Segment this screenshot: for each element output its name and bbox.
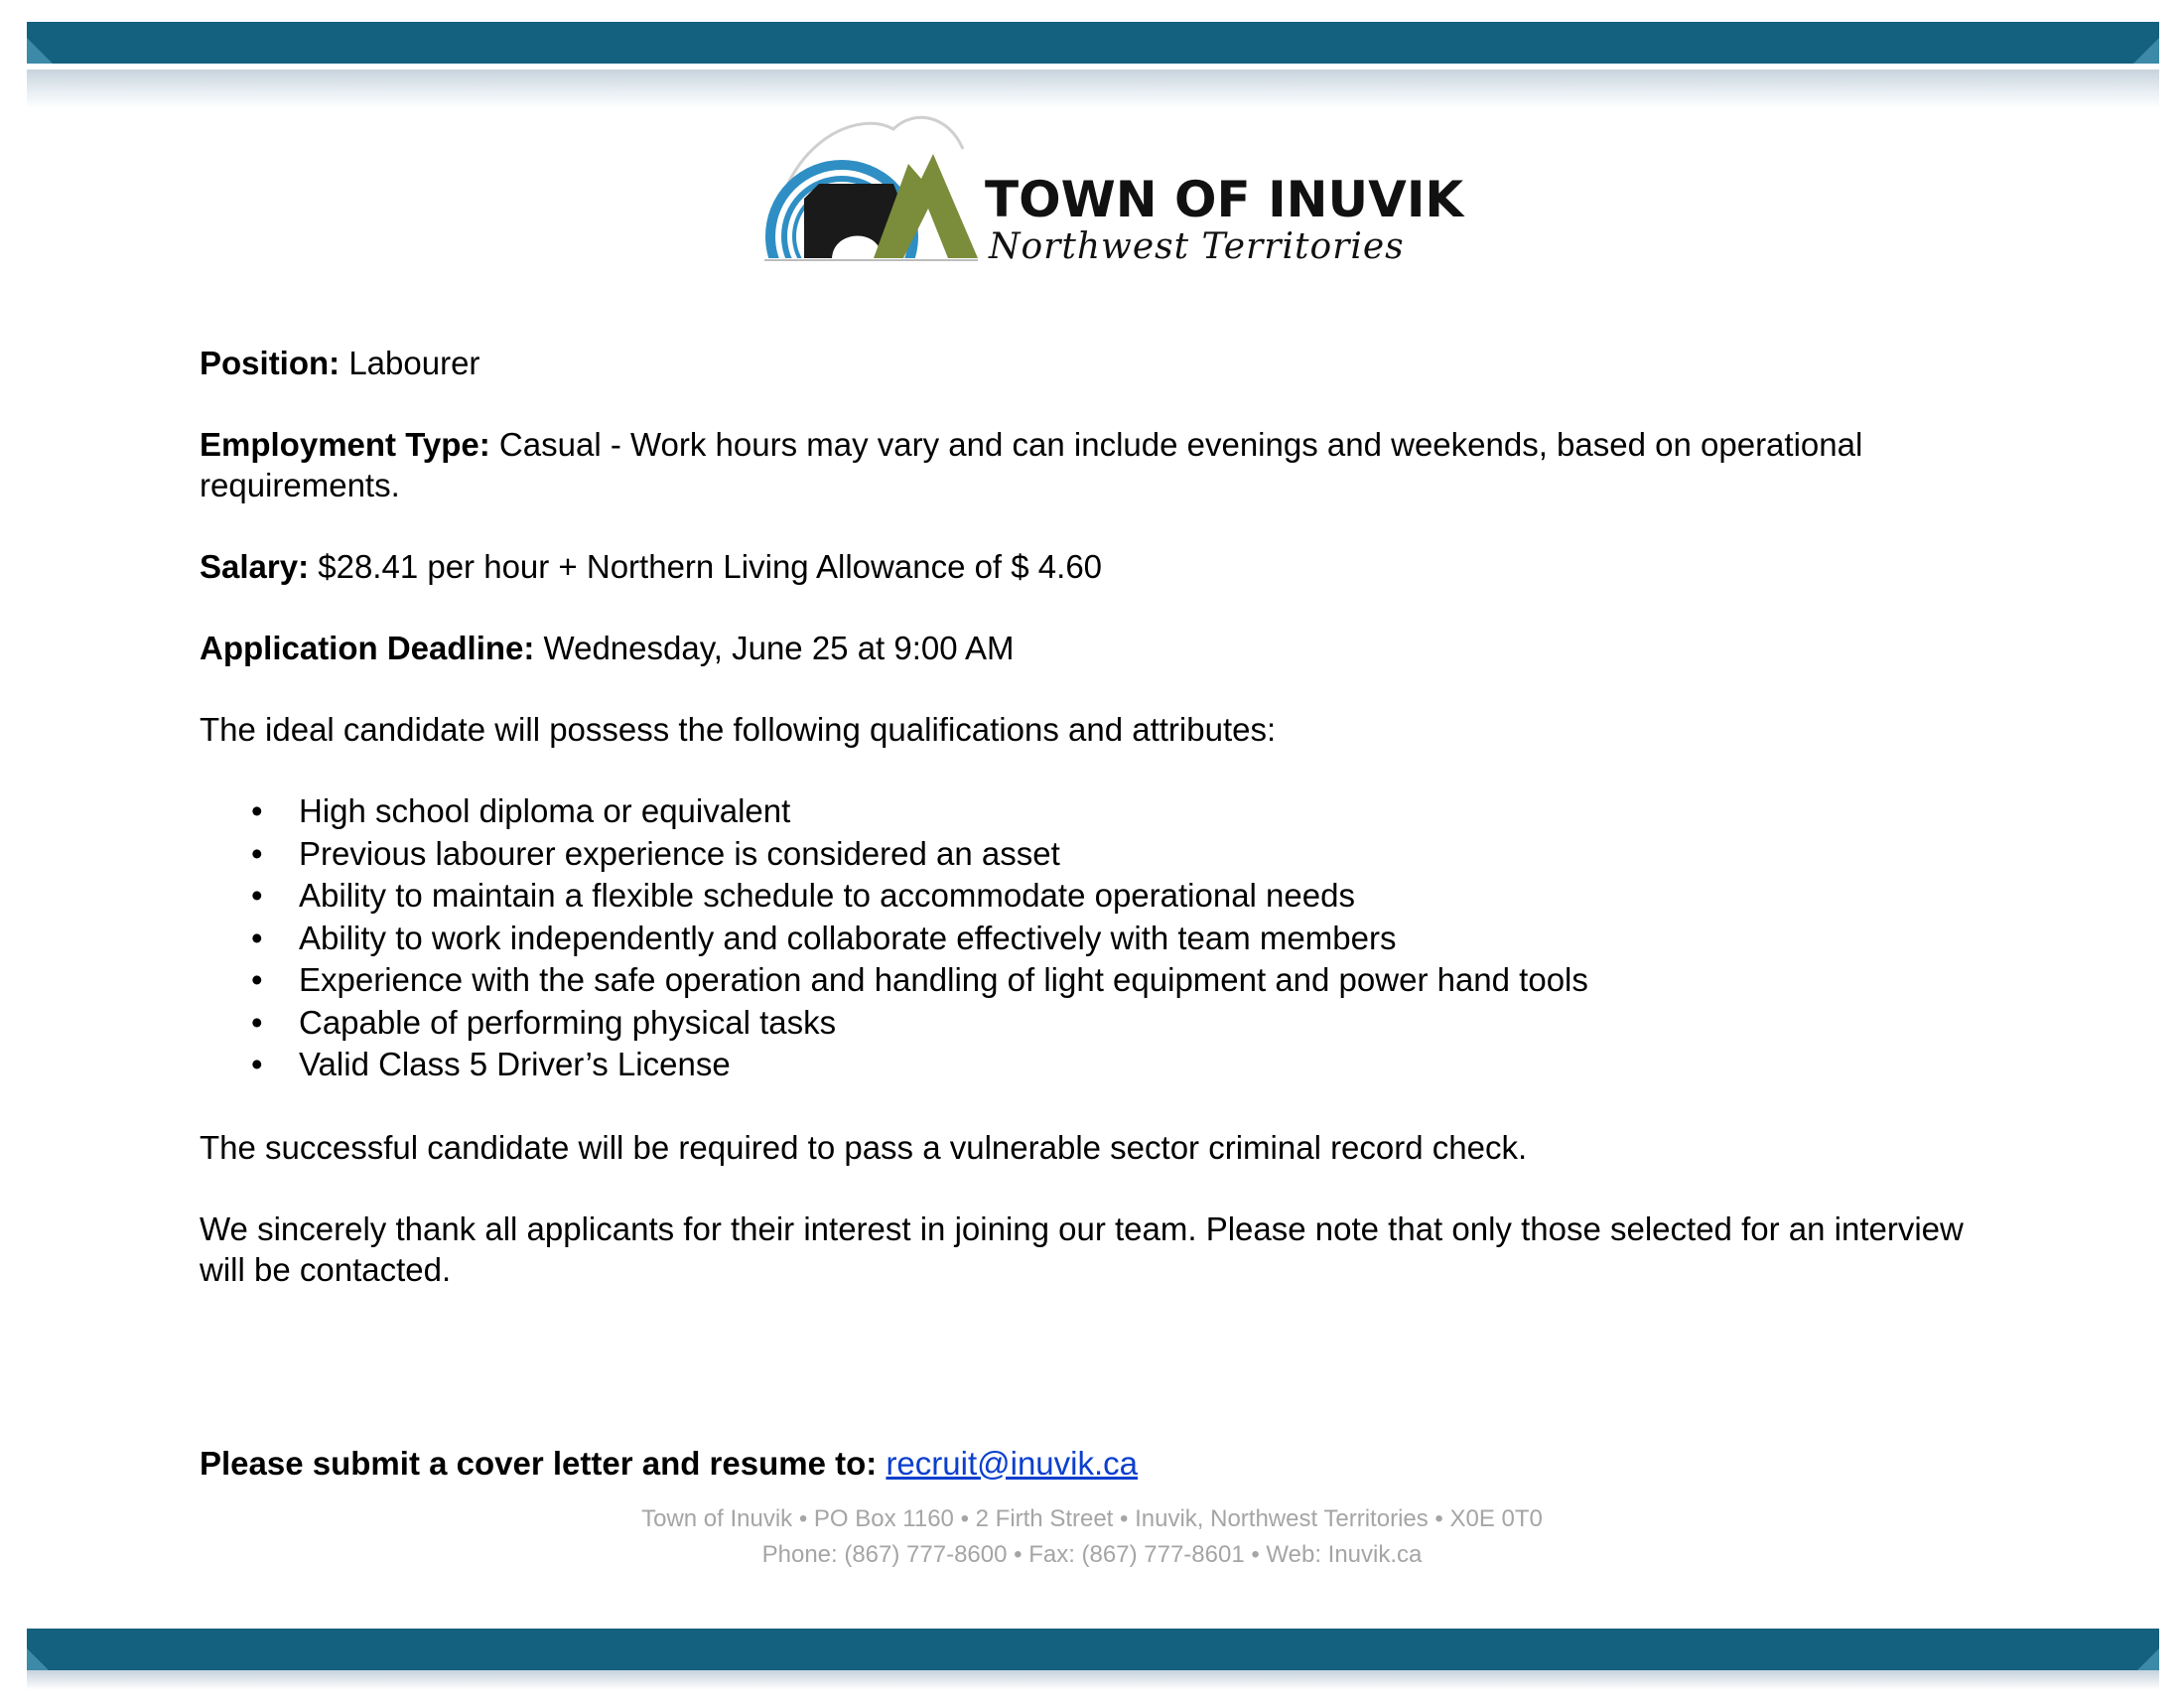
town-logo-mark-icon	[764, 109, 983, 278]
qualification-text: Valid Class 5 Driver’s License	[299, 1046, 731, 1082]
header-band-bevel-right	[2133, 38, 2159, 64]
background-check-note: The successful candidate will be required to pass a vulnerable sector criminal record check.	[200, 1128, 1528, 1166]
salary-line	[200, 546, 1977, 587]
footer-contact: Phone: (867) 777-8600 • Fax: (867) 777-8601 • Web: Inuvik.ca	[761, 1541, 1423, 1568]
salary-value: $28.41 per hour + Northern Living Allowance of $ 4.60	[309, 548, 1103, 585]
footer-band-bevel-right	[2137, 1648, 2159, 1670]
spacer	[200, 1331, 1977, 1443]
bullet-icon: •	[251, 961, 263, 998]
salary-label: Salary:	[200, 548, 310, 585]
deadline-value: Wednesday, June 25 at 9:00 AM	[534, 630, 1015, 666]
qualification-text: Previous labourer experience is considered an asset	[299, 834, 1060, 872]
deadline-label: Application Deadline:	[200, 630, 535, 666]
qualification-text: Ability to maintain a flexible schedule to accommodate operational needs	[299, 877, 1355, 914]
header-band-bevel-left	[27, 38, 53, 64]
bullet-icon: •	[251, 792, 263, 829]
footer-band-bevel-left	[27, 1648, 49, 1670]
bullet-icon: •	[251, 834, 263, 872]
submit-label: Please submit a cover letter and resume to:	[200, 1444, 878, 1482]
qualification-text: Capable of performing physical tasks	[299, 1003, 837, 1041]
employment-type-value: Casual - Work hours may vary and can include evenings and weekends, based on operational requirements.	[200, 426, 1863, 503]
thanks-note: We sincerely thank all applicants for their interest in joining our team. Please note that only those selected for an interview will be contacted.	[200, 1209, 1964, 1288]
position-value: Labourer	[340, 345, 480, 381]
bullet-icon: •	[251, 1046, 263, 1082]
list-item	[200, 790, 1977, 833]
footer-address: Town of Inuvik • PO Box 1160 • 2 Firth Street • Inuvik, Northwest Territories • X0E 0T0	[641, 1505, 1543, 1532]
qualification-text: High school diploma or equivalent	[299, 792, 791, 829]
position-label: Position:	[200, 345, 341, 381]
job-posting	[200, 343, 1977, 1524]
logo-subtitle: Northwest Territories	[989, 226, 1405, 267]
deadline-line	[200, 628, 1977, 668]
employment-type-line	[200, 424, 1977, 505]
list-item	[200, 833, 1977, 876]
list-item	[200, 875, 1977, 918]
qualification-text: Experience with the safe operation and handling of light equipment and power hand tools	[299, 961, 1588, 998]
footer-band	[27, 1629, 2159, 1670]
list-item	[200, 1044, 1977, 1086]
logo-title: TOWN OF INUVIK	[985, 171, 1464, 228]
footer-band-shadow	[27, 1670, 2159, 1690]
list-item	[200, 1002, 1977, 1045]
employment-type-label: Employment Type:	[200, 426, 490, 463]
qualification-text: Ability to work independently and collaborate effectively with team members	[299, 919, 1397, 956]
bullet-icon: •	[251, 1003, 263, 1041]
recruit-email-link[interactable]: recruit@inuvik.ca	[886, 1444, 1139, 1482]
header-band	[27, 22, 2159, 64]
list-item	[200, 959, 1977, 1002]
town-logo	[764, 109, 1464, 288]
qualifications-intro: The ideal candidate will possess the following qualifications and attributes:	[200, 711, 1277, 748]
bullet-icon: •	[251, 919, 263, 956]
submit-line	[200, 1443, 1977, 1484]
qualifications-list	[200, 790, 1977, 1086]
header-band-shadow	[27, 70, 2159, 109]
bullet-icon: •	[251, 877, 263, 914]
list-item	[200, 918, 1977, 960]
position-line	[200, 343, 1977, 383]
